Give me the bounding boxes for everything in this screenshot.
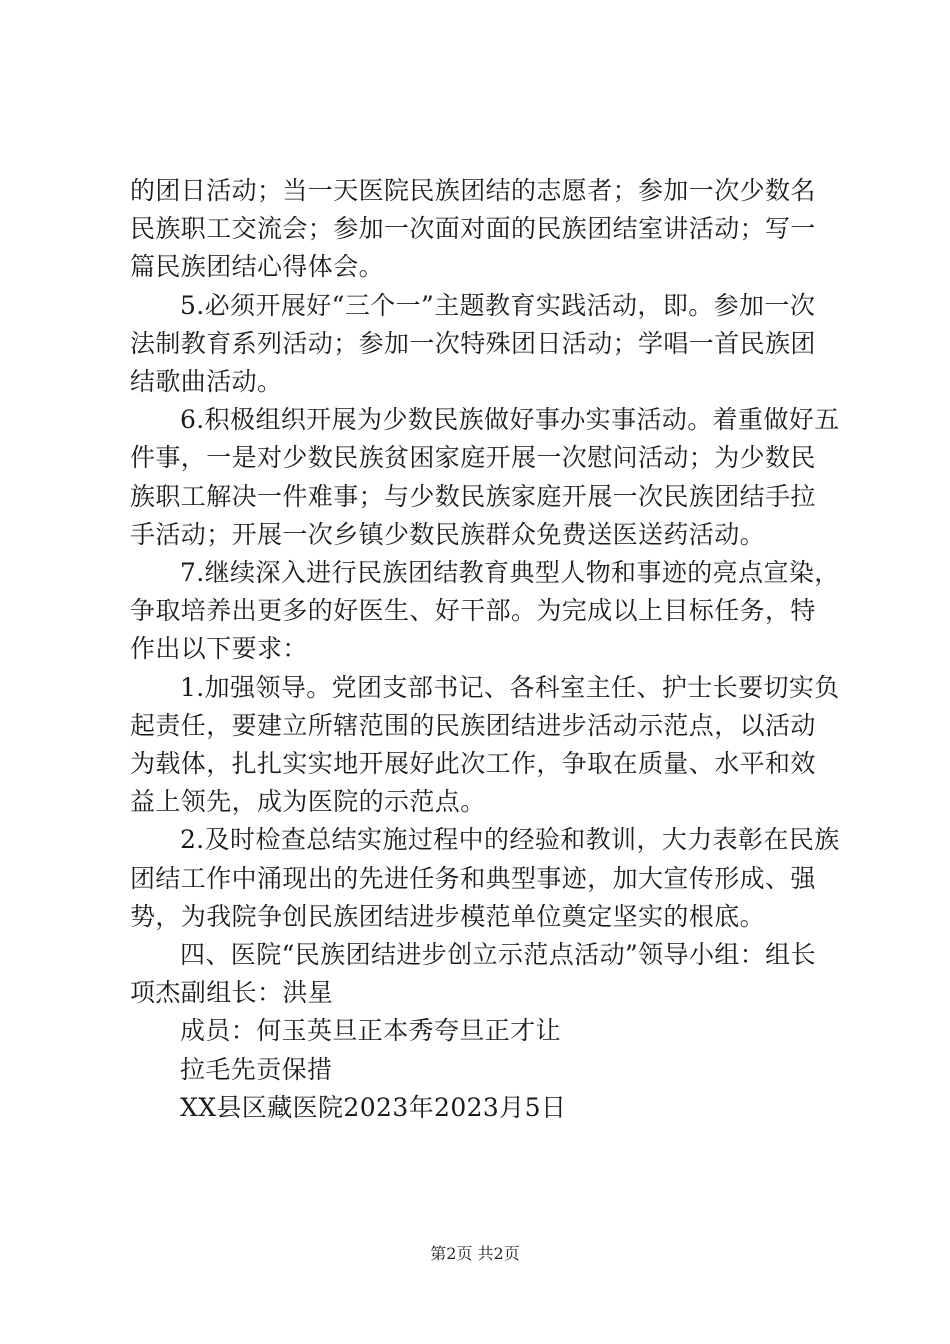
- members-line-continued: 拉毛先贡保措: [180, 1054, 333, 1084]
- text-line: 件事，一是对少数民族贫困家庭开展一次慰问活动；为少数民: [130, 443, 816, 473]
- page-number: 第2页 共2页: [430, 1244, 520, 1263]
- requirement-item-2: 2.及时检查总结实施过程中的经验和教训，大力表彰在民族: [180, 825, 840, 855]
- requirement-item-1: 1.加强领导。党团支部书记、各科室主任、护士长要切实负: [180, 672, 840, 702]
- text-line: 作出以下要求：: [130, 634, 308, 664]
- text-line: 民族职工交流会；参加一次面对面的民族团结室讲活动；写一: [130, 214, 816, 244]
- text-line: 的团日活动；当一天医院民族团结的志愿者；参加一次少数名: [130, 176, 816, 205]
- text-line: 团结工作中涌现出的先进任务和典型事迹，加大宣传形成、强: [130, 863, 816, 893]
- members-line: 成员：何玉英旦正本秀夸旦正才让: [180, 1016, 562, 1046]
- text-line: 结歌曲活动。: [130, 367, 283, 397]
- paragraph-item-6: 6.积极组织开展为少数民族做好事办实事活动。着重做好五: [180, 405, 840, 435]
- text-line: 起责任，要建立所辖范围的民族团结进步活动示范点，以活动: [130, 710, 816, 740]
- text-line: 势，为我院争创民族团结进步模范单位奠定坚实的根底。: [130, 901, 766, 931]
- signature-date: XX县区藏医院2023年2023月5日: [180, 1092, 567, 1122]
- text-line: 项杰副组长：洪星: [130, 978, 334, 1008]
- text-line: 篇民族团结心得体会。: [130, 252, 385, 282]
- paragraph-item-5: 5.必须开展好“三个一”主题教育实践活动，即。参加一次: [180, 290, 816, 320]
- text-line: 为载体，扎扎实实地开展好此次工作，争取在质量、水平和效: [130, 749, 816, 779]
- paragraph-item-7: 7.继续深入进行民族团结教育典型人物和事迹的亮点宣染，: [180, 558, 840, 588]
- text-line: 争取培养出更多的好医生、好干部。为完成以上目标任务，特: [130, 596, 816, 626]
- text-line: 族职工解决一件难事；与少数民族家庭开展一次民族团结手拉: [130, 481, 816, 511]
- section-heading-4: 四、医院“民族团结进步创立示范点活动”领导小组：组长: [180, 940, 816, 970]
- text-line: 手活动；开展一次乡镇少数民族群众免费送医送药活动。: [130, 519, 766, 549]
- document-body: [130, 172, 840, 1127]
- text-line: 法制教育系列活动；参加一次特殊团日活动；学唱一首民族团: [130, 328, 816, 358]
- text-line: 益上领先，成为医院的示范点。: [130, 787, 486, 817]
